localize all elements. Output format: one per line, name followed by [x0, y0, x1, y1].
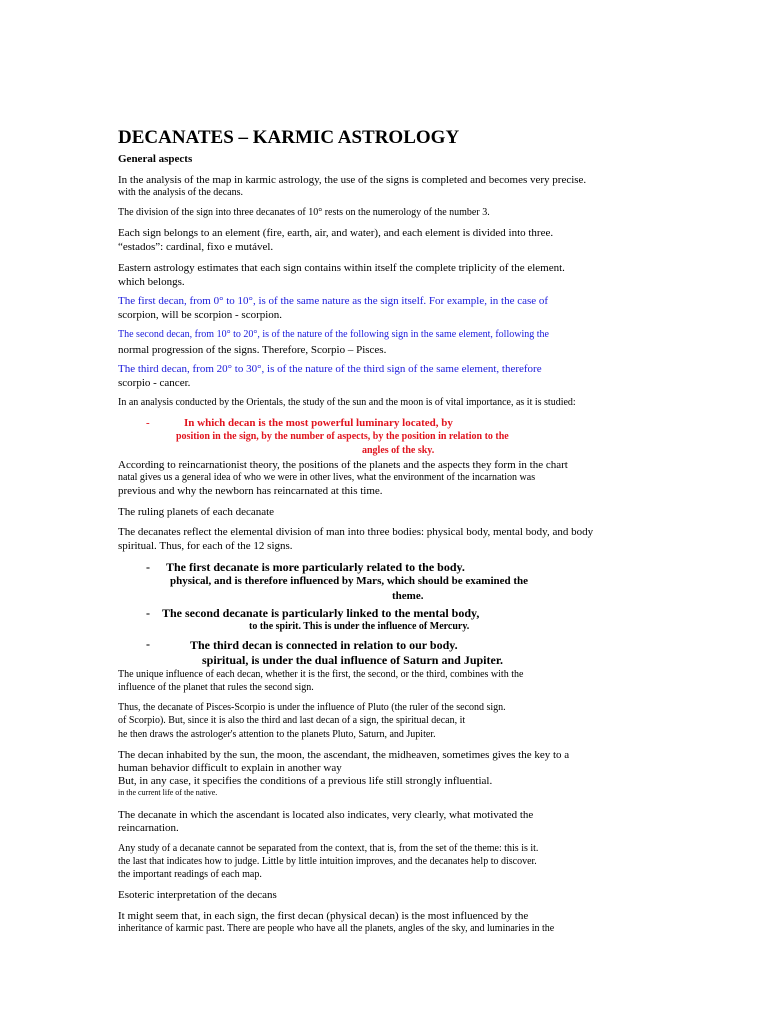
- paragraph-line: “estados”: cardinal, fixo e mutável.: [118, 241, 274, 253]
- paragraph-line: the important readings of each map.: [118, 869, 262, 880]
- paragraph-line: which belongs.: [118, 276, 185, 288]
- paragraph-line: the last that indicates how to judge. Little by little intuition improves, and the decanates help to discover.: [118, 856, 537, 867]
- red-bullet-line: angles of the sky.: [362, 445, 435, 456]
- paragraph-line: The unique influence of each decan, whether it is the first, the second, or the third, combines with the: [118, 669, 524, 680]
- page-title: DECANATES – KARMIC ASTROLOGY: [118, 127, 460, 148]
- paragraph-line: Thus, the decanate of Pisces-Scorpio is under the influence of Pluto (the ruler of the second sign.: [118, 702, 506, 713]
- heading-general-aspects: General aspects: [118, 153, 193, 165]
- paragraph-line: According to reincarnationist theory, the positions of the planets and the aspects they form in the chart: [118, 459, 568, 471]
- paragraph-line: in the current life of the native.: [118, 788, 218, 797]
- paragraph-line: inheritance of karmic past. There are people who have all the planets, angles of the sky, and luminaries in the: [118, 923, 555, 934]
- paragraph-line: previous and why the newborn has reincarnated at this time.: [118, 485, 383, 497]
- paragraph-line: scorpion, will be scorpion - scorpion.: [118, 309, 283, 321]
- paragraph-line: In an analysis conducted by the Orientals, the study of the sun and the moon is of vital importance, as it is studied:: [118, 397, 576, 408]
- bullet-line: The third decan is connected in relation to our body.: [190, 638, 458, 652]
- paragraph-line: The decanates reflect the elemental division of man into three bodies: physical body, mental body, and body: [118, 526, 594, 538]
- paragraph-line: But, in any case, it specifies the conditions of a previous life still strongly influential.: [118, 775, 493, 787]
- bullet-dash: -: [146, 606, 150, 620]
- bullet-line: theme.: [392, 590, 424, 602]
- red-bullet-line: position in the sign, by the number of aspects, by the position in relation to the: [176, 431, 509, 442]
- bullet-line: physical, and is therefore influenced by Mars, which should be examined the: [170, 575, 529, 587]
- paragraph-line: The decan inhabited by the sun, the moon, the ascendant, the midheaven, sometimes gives the key to a: [118, 749, 570, 761]
- bullet-dash: -: [146, 560, 150, 574]
- bullet-line: The first decanate is more particularly related to the body.: [166, 560, 465, 574]
- red-bullet-line: In which decan is the most powerful luminary located, by: [184, 417, 453, 429]
- paragraph-line: he then draws the astrologer's attention to the planets Pluto, Saturn, and Jupiter.: [118, 729, 436, 740]
- paragraph-line: In the analysis of the map in karmic astrology, the use of the signs is completed and becomes very precise.: [118, 174, 587, 186]
- paragraph-line: It might seem that, in each sign, the first decan (physical decan) is the most influenced by the: [118, 910, 529, 922]
- bullet-line: to the spirit. This is under the influence of Mercury.: [249, 621, 470, 632]
- paragraph-line: Eastern astrology estimates that each sign contains within itself the complete triplicity of the element.: [118, 262, 565, 274]
- paragraph-line: natal gives us a general idea of who we were in other lives, what the environment of the incarnation was: [118, 472, 536, 483]
- paragraph-line: human behavior difficult to explain in another way: [118, 762, 342, 774]
- paragraph-line: normal progression of the signs. Therefore, Scorpio – Pisces.: [118, 344, 387, 356]
- red-bullet-dash: -: [146, 417, 150, 429]
- paragraph-line: The division of the sign into three decanates of 10° rests on the numerology of the number 3.: [118, 207, 490, 218]
- paragraph-line: scorpio - cancer.: [118, 377, 191, 389]
- heading-esoteric: Esoteric interpretation of the decans: [118, 889, 277, 901]
- heading-ruling-planets: The ruling planets of each decanate: [118, 506, 275, 518]
- paragraph-line-blue: The second decan, from 10° to 20°, is of the nature of the following sign in the same element, following the: [118, 329, 549, 340]
- paragraph-line: Any study of a decanate cannot be separated from the context, that is, from the set of the theme: this is it.: [118, 843, 539, 854]
- paragraph-line: with the analysis of the decans.: [118, 187, 243, 198]
- paragraph-line: of Scorpio). But, since it is also the third and last decan of a sign, the spiritual decan, it: [118, 715, 466, 726]
- bullet-line: The second decanate is particularly linked to the mental body,: [162, 606, 480, 620]
- bullet-line: spiritual, is under the dual influence of Saturn and Jupiter.: [202, 653, 504, 667]
- bullet-dash: -: [146, 637, 150, 651]
- paragraph-line: influence of the planet that rules the second sign.: [118, 682, 314, 693]
- paragraph-line-blue: The third decan, from 20° to 30°, is of the nature of the third sign of the same element, therefore: [118, 363, 542, 375]
- paragraph-line: spiritual. Thus, for each of the 12 signs.: [118, 540, 293, 552]
- paragraph-line-blue: The first decan, from 0° to 10°, is of the same nature as the sign itself. For example, in the case of: [118, 295, 549, 307]
- paragraph-line: reincarnation.: [118, 822, 179, 834]
- paragraph-line: The decanate in which the ascendant is located also indicates, very clearly, what motivated the: [118, 809, 534, 821]
- paragraph-line: Each sign belongs to an element (fire, earth, air, and water), and each element is divided into three.: [118, 227, 554, 239]
